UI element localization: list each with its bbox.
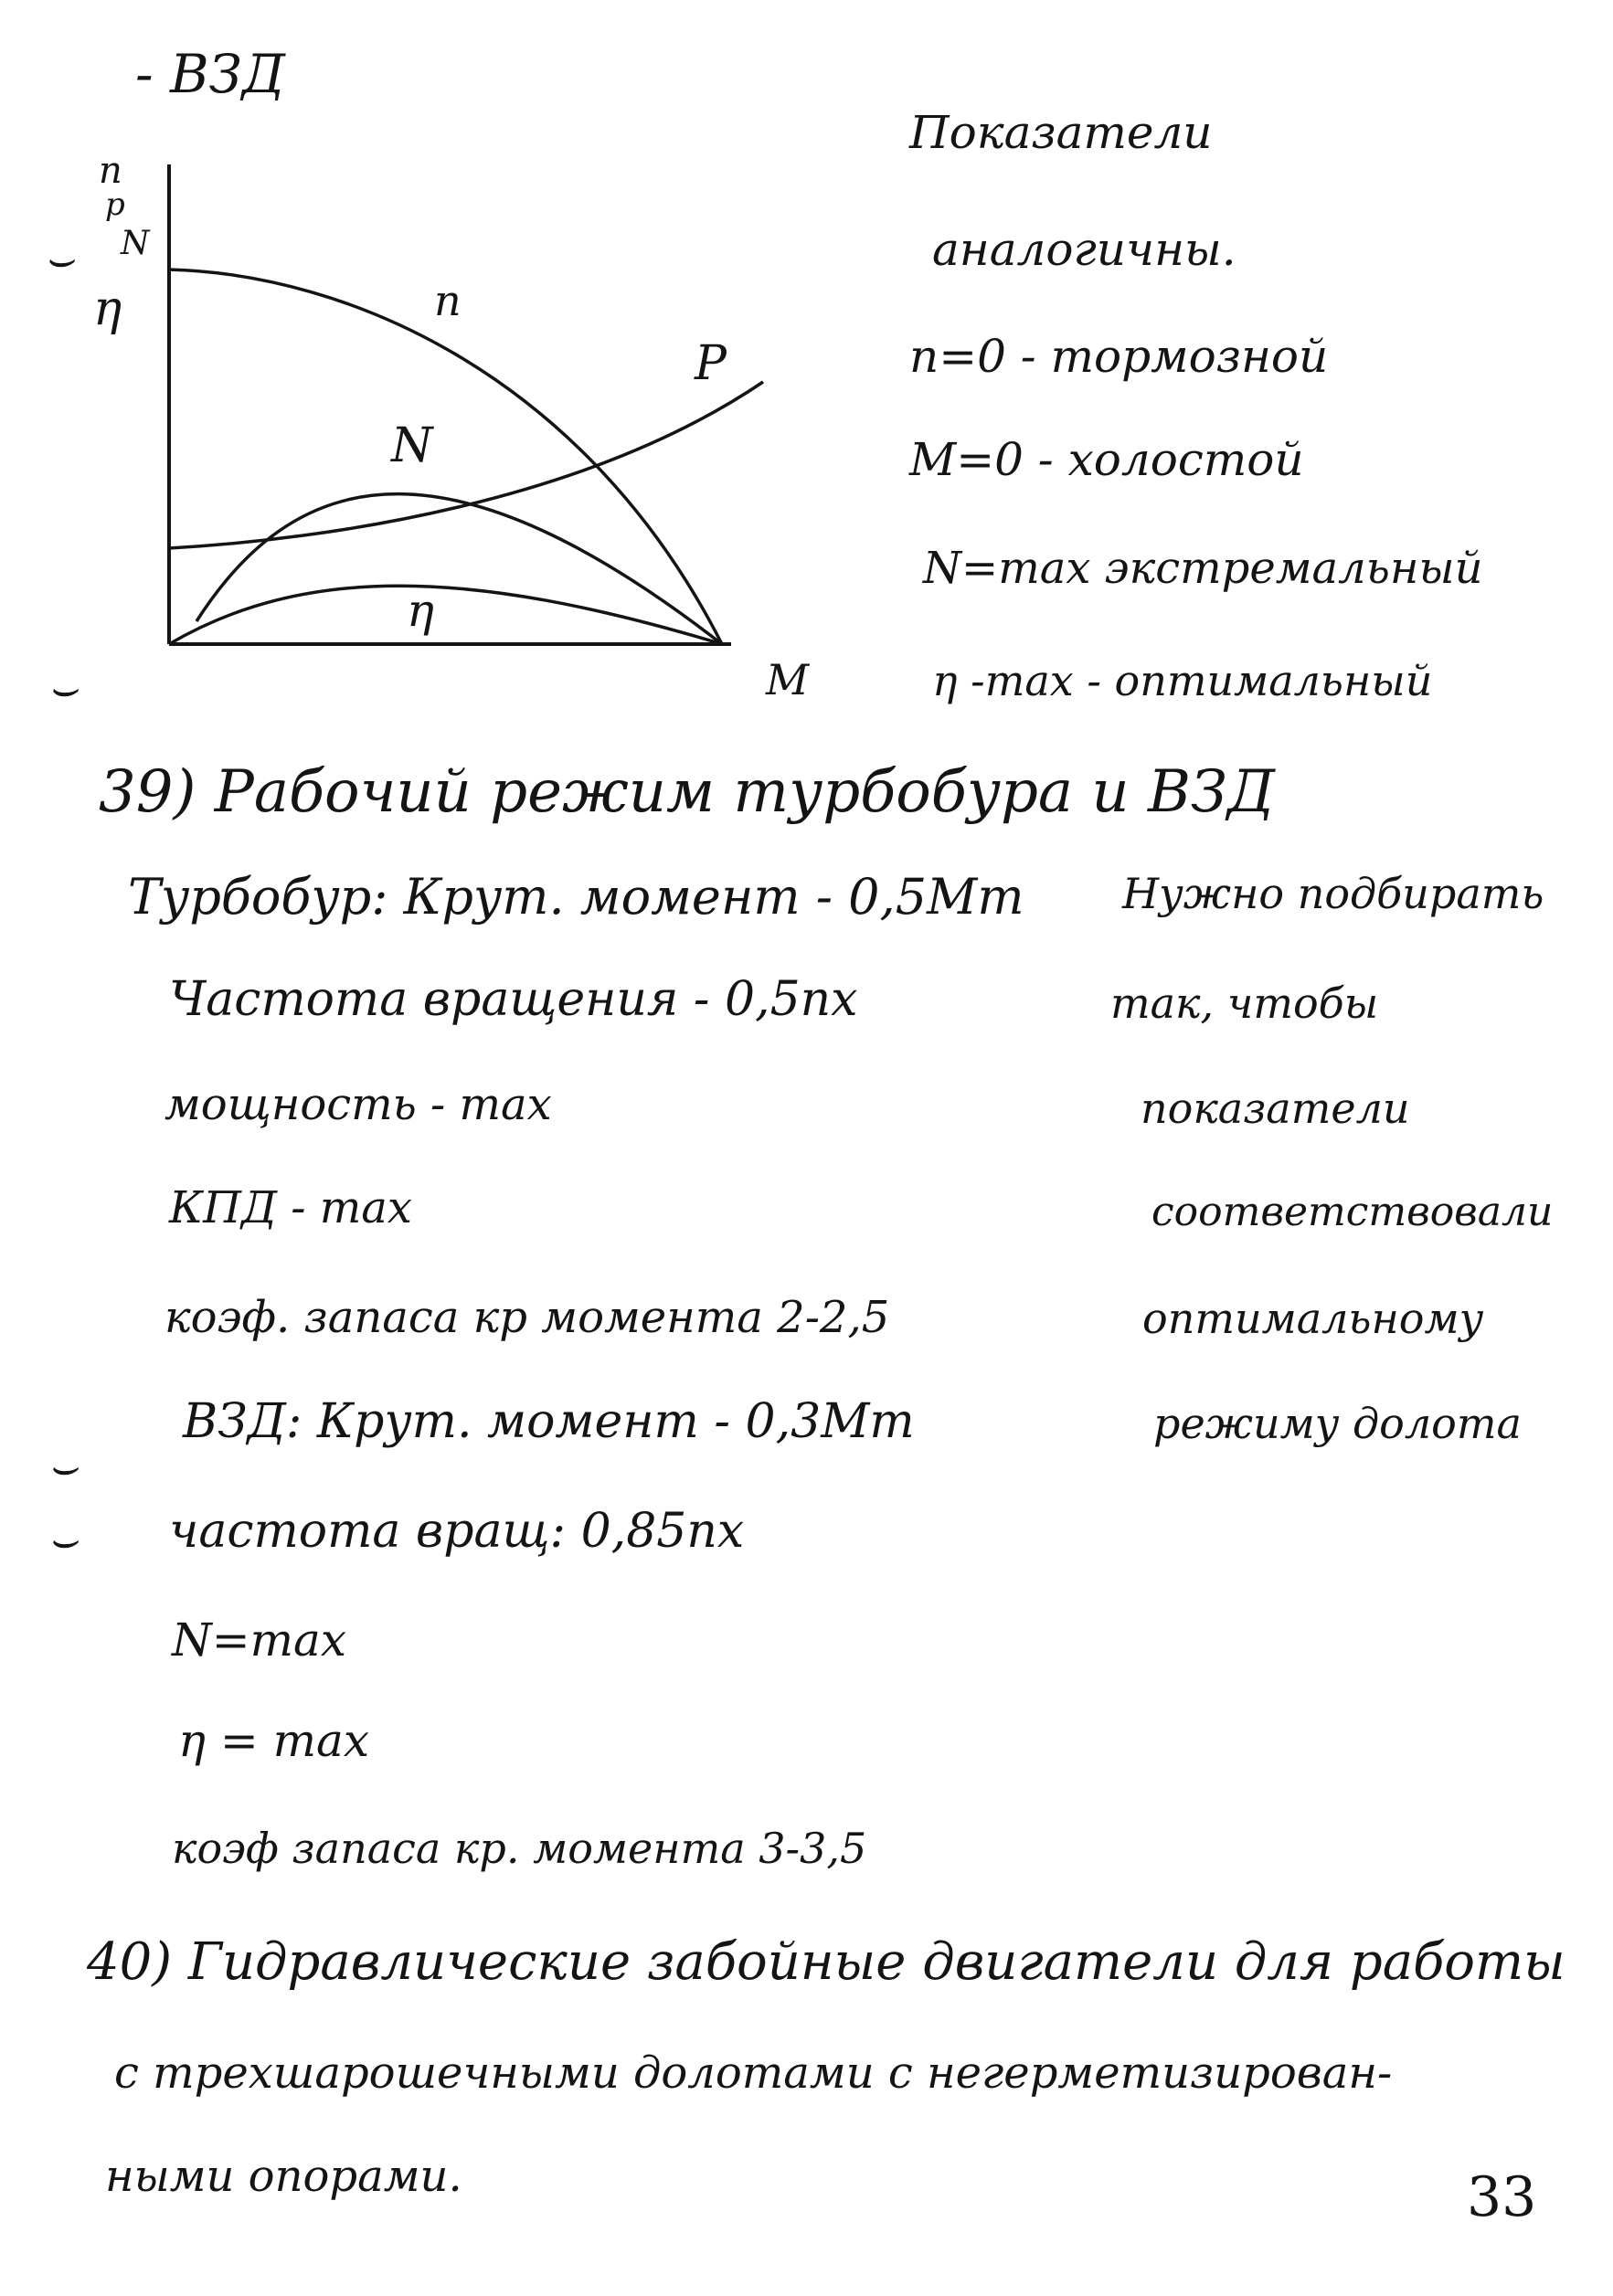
vzd-reserve: коэф запаса кр. момента 3-3,5	[172, 1824, 867, 1873]
vzd-frequency: частота вращ: 0,85nх	[169, 1504, 745, 1559]
turbobur-kpd: КПД - max	[169, 1182, 412, 1233]
turbobur-torque: Турбобур: Крут. момент - 0,5Mт	[128, 868, 1024, 926]
curve-label-P: P	[695, 336, 727, 391]
side-note-5: оптимальному	[1142, 1294, 1484, 1343]
note-analogous: аналогичны.	[932, 223, 1236, 276]
section-39-title: 39) Рабочий режим турбобура и ВЗД	[99, 758, 1275, 826]
y-label-eta: η	[93, 281, 122, 336]
turbobur-reserve: коэф. запаса кр момента 2-2,5	[164, 1292, 890, 1343]
turbobur-frequency: Частота вращения - 0,5nх	[169, 972, 858, 1027]
section-40-line-3: ными опорами.	[105, 2151, 462, 2202]
performance-graph	[73, 137, 841, 713]
curve-P	[169, 382, 763, 548]
margin-mark: ⌣	[48, 661, 78, 714]
curve-eta	[169, 586, 722, 644]
note-extreme: N=max экстремальный	[923, 543, 1483, 594]
margin-mark: ⌣	[48, 1440, 78, 1493]
side-note-3: показатели	[1141, 1084, 1410, 1133]
section-40-line-1: 40) Гидравлические забойные двигатели для работы	[87, 1932, 1565, 1992]
curve-label-n: n	[434, 276, 462, 325]
side-note-6: режиму долота	[1153, 1399, 1522, 1448]
curve-label-N: N	[391, 418, 433, 473]
vzd-power: N=max	[172, 1614, 347, 1666]
page-title: - ВЗД	[135, 43, 285, 105]
y-label-n: n	[99, 150, 122, 192]
note-braking: n=0 - тормозной	[909, 330, 1329, 383]
note-optimal: η -max - оптимальный	[932, 656, 1433, 705]
side-note-4: соответствовали	[1151, 1189, 1554, 1235]
y-label-N: N	[121, 225, 150, 262]
y-label-p: p	[105, 186, 125, 223]
x-label-M: M	[766, 655, 810, 704]
margin-mark: ⌣	[44, 232, 74, 285]
note-idle: M=0 - холостой	[909, 433, 1304, 486]
vzd-eta: η = max	[178, 1714, 370, 1767]
margin-mark: ⌣	[48, 1513, 78, 1566]
turbobur-power: мощность - max	[164, 1079, 552, 1130]
vzd-torque: ВЗД: Крут. момент - 0,3Mт	[183, 1394, 915, 1449]
page-number: 33	[1467, 2165, 1537, 2229]
curve-label-eta: η	[407, 584, 434, 637]
section-40-line-2: с трехшарошечными долотами с негерметизирован-	[114, 2047, 1393, 2099]
side-note-1: Нужно подбирать	[1122, 869, 1544, 918]
note-indicators: Показатели	[909, 106, 1213, 159]
side-note-2: так, чтобы	[1110, 979, 1379, 1028]
